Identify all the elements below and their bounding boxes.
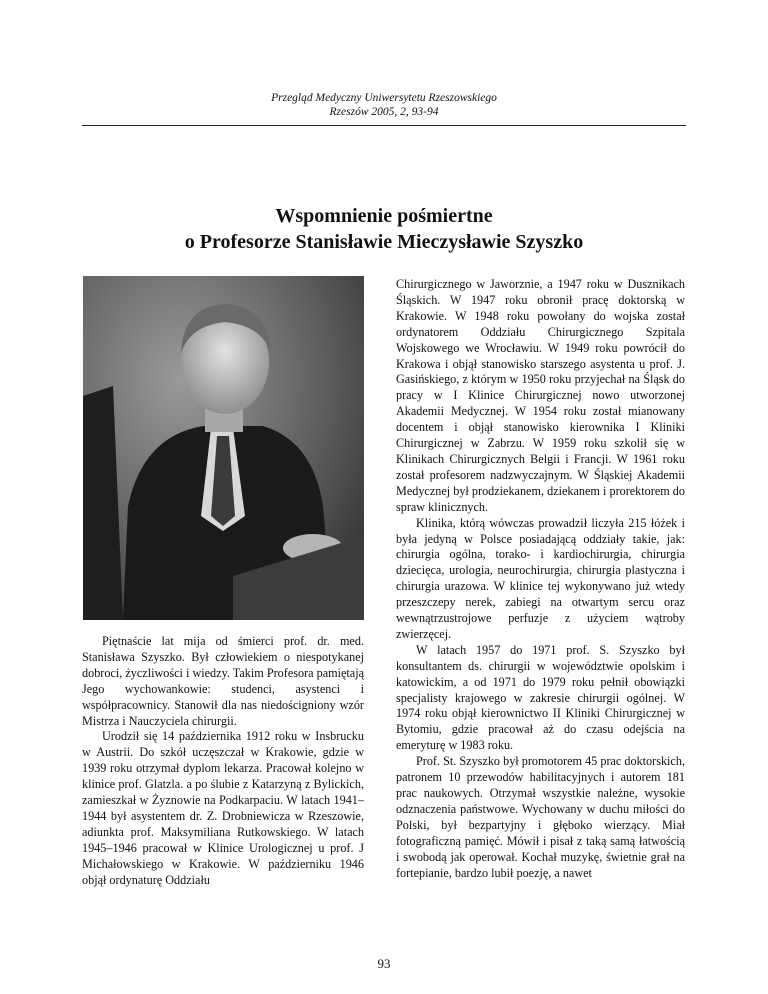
- page-number: 93: [377, 956, 391, 971]
- right-column: [396, 277, 685, 881]
- journal-name: Przegląd Medyczny Uniwersytetu Rzeszowskiego: [271, 92, 497, 104]
- paragraph: Klinika, którą wówczas prowadził liczyła 215 łóżek i była jedyną w Polsce posiadającą oddziały takie, jak: chirurgia ogólna, torako- i kardiochirurgia, chirurgia dziecięca, urologia, neurochirurgia, chirurgia plastyczna i chirurgia urazowa. W klinice tej wykonywano już wtedy przeszczepy nerek, zabiegi na otwartym sercu oraz wewnątrzustrojowe perfuzje z użyciem wątroby zwierzęcej.: [396, 515, 685, 641]
- issue-info: Rzeszów 2005, 2, 93-94: [329, 106, 439, 118]
- paragraph: Prof. St. Szyszko był promotorem 45 prac doktorskich, patronem 10 przewodów habilitacyjnych i autorem 181 prac naukowych. Otrzymał wszystkie należne, wysokie odznaczenia państwowe. Wychowany w duchu miłości do Polski, był bezpartyjny i głęboko wierzący. Miał fotograficzną pamięć. Mówił i pisał z taką samą łatwością i swobodą jak operował. Kochał muzykę, świetnie grał na fortepianie, bardzo lubił poezję, a nawet: [396, 754, 685, 880]
- portrait-photo: [83, 276, 364, 620]
- left-column: [82, 634, 364, 889]
- article-title: [0, 203, 768, 255]
- running-header: [0, 91, 768, 119]
- header-rule: [82, 125, 686, 126]
- title-line-1: Wspomnienie pośmiertne: [275, 205, 493, 227]
- paragraph: Chirurgicznego w Jaworznie, a 1947 roku w Dusznikach Śląskich. W 1947 roku obronił pracę doktorską w Krakowie. W 1948 roku powołany do wojska został ordynatorem Oddziału Chirurgicznego Szpitala Wojskowego we Wrocławiu. W 1949 roku powrócił do Krakowa i objął stanowisko starszego asystenta u prof. J. Gasińskiego, z którym w 1950 roku przyjechał na Śląsk do pracy w I Klinice Chirurgicznej nowo utworzonej Akademii Medycznej. W 1954 roku został mianowany docentem i objął stanowisko kierownika I Kliniki Chirurgicznej w Zabrzu. W 1959 roku szkolił się w Klinikach Chirurgicznych Belgii i Francji. W 1961 roku został profesorem nadzwyczajnym. W Śląskiej Akademii Medycznej był prodziekanem, dziekanem i prorektorem do spraw klinicznych.: [396, 277, 685, 514]
- title-line-2: o Profesorze Stanisławie Mieczysławie Szyszko: [184, 231, 584, 253]
- paragraph: Piętnaście lat mija od śmierci prof. dr. med. Stanisława Szyszko. Był człowiekiem o niespotykanej dobroci, życzliwości i wiedzy. Takim Profesora pamiętają Jego wychowankowie: studenci, asystenci i współpracownicy. Stanowił dla nas niedościgniony wzór Mistrza i Nauczyciela chirurgii.: [82, 634, 364, 728]
- paragraph: W latach 1957 do 1971 prof. S. Szyszko był konsultantem ds. chirurgii w województwie opolskim i katowickim, a od 1971 do 1979 roku pełnił obowiązki specjalisty krajowego w zakresie chirurgii ogólnej. W 1974 roku objął kierownictwo II Kliniki Chirurgicznej w Bytomiu, gdzie pracował aż do czasu odejścia na emeryturę w 1983 roku.: [396, 642, 685, 753]
- paragraph: Urodził się 14 października 1912 roku w Insbrucku w Austrii. Do szkół uczęszczał w Krakowie, gdzie w 1939 roku otrzymał dyplom lekarza. Pracował kolejno w klinice prof. Glatzla. a po ślubie z Katarzyną z Bylickich, zamieszkał w Żyznowie na Podkarpaciu. W latach 1941–1944 był asystentem dr. Z. Drobniewicza w Rzeszowie, adiunkta prof. Maksymiliana Rutkowskiego. W latach 1945–1946 pracował w Klinice Urologicznej u prof. J Michałowskiego w Krakowie. W październiku 1946 objął ordynaturę Oddziału: [82, 729, 364, 887]
